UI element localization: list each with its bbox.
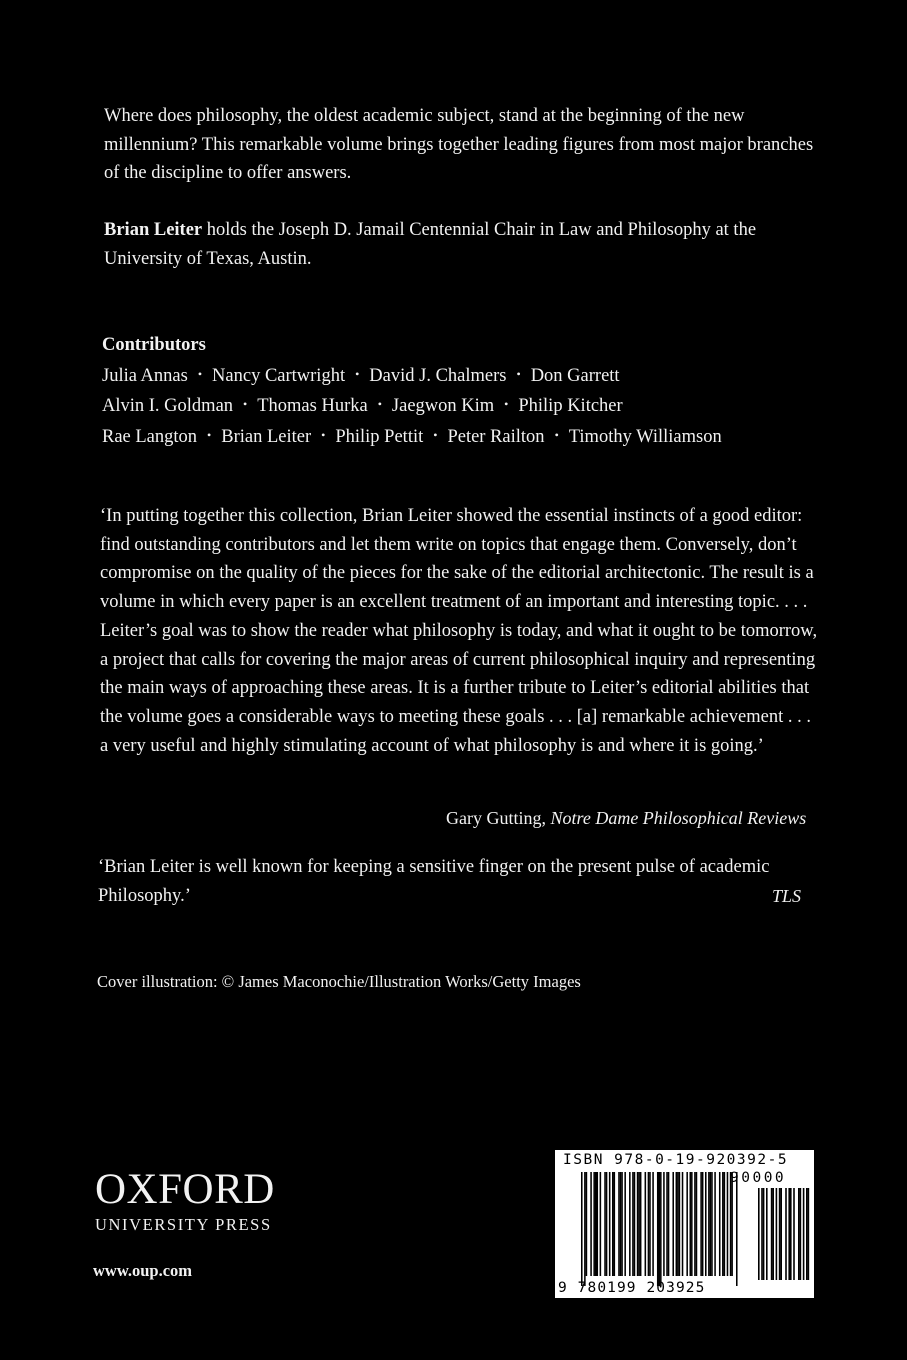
editor-bio [104, 216, 824, 273]
addon-bar [780, 1188, 782, 1280]
barcode-bar [581, 1172, 583, 1286]
barcode-bar [638, 1172, 640, 1276]
barcode-bar [609, 1172, 611, 1276]
separator-dot: • [197, 366, 203, 381]
contributor-name: Brian Leiter [221, 427, 312, 448]
publisher-subname: UNIVERSITY PRESS [95, 1215, 272, 1234]
addon-bar [798, 1188, 800, 1280]
addon-bar [808, 1188, 810, 1280]
contributor-name: David J. Chalmers [369, 365, 507, 386]
barcode-bar [621, 1172, 623, 1276]
addon-bar [761, 1188, 763, 1280]
contributor-name: Don Garrett [530, 365, 620, 386]
review-publication-1: Notre Dame Philosophical Reviews [550, 808, 807, 828]
publisher-name: OXFORD [95, 1166, 275, 1213]
barcode-bar [676, 1172, 678, 1276]
barcode-bar [736, 1172, 738, 1286]
addon-bar [763, 1188, 765, 1280]
barcode-bar [649, 1172, 651, 1276]
contributor-name: Rae Langton [102, 427, 198, 448]
barcode-bar [696, 1172, 698, 1276]
barcode-bar [632, 1172, 634, 1276]
barcode-bar [604, 1172, 606, 1276]
barcode-bar [702, 1172, 704, 1276]
publisher-url: www.oup.com [93, 1261, 193, 1280]
barcode-bar [711, 1172, 713, 1276]
barcode-bar [682, 1172, 684, 1276]
contributor-name: Alvin I. Goldman [102, 396, 234, 417]
barcode-bar [629, 1172, 631, 1276]
barcode-bar [719, 1172, 721, 1276]
barcode-bar [660, 1172, 662, 1286]
barcode-bar [730, 1172, 732, 1276]
barcode-bar [593, 1172, 595, 1276]
barcode-bar [634, 1172, 636, 1276]
barcode-bar [691, 1172, 693, 1276]
barcode-bar [595, 1172, 597, 1276]
addon-bar [785, 1188, 787, 1280]
book-blurb: Where does philosophy, the oldest academic subject, stand at the beginning of the new millennium? This remarkable volume brings together leading figures from most major branches of the discipline to offer answers. [104, 106, 814, 184]
addon-bar [779, 1188, 781, 1280]
barcode-bar [679, 1172, 681, 1276]
addon-bar [793, 1188, 795, 1280]
barcode-bar [724, 1172, 726, 1276]
addon-bar [776, 1188, 778, 1280]
editor-name: Brian Leiter [104, 220, 203, 240]
addon-bar [758, 1188, 760, 1280]
barcode-bar [705, 1172, 707, 1276]
barcode-bar [597, 1172, 599, 1276]
review-quote-2: ‘Brian Leiter is well known for keeping a sensitive finger on the present pulse of academic Philosophy.’ [98, 857, 770, 906]
barcode-bar [731, 1172, 733, 1276]
separator-dot: • [516, 366, 521, 381]
separator-dot: • [355, 366, 360, 381]
cover-credit: Cover illustration: © James Maconochie/Illustration Works/Getty Images [97, 972, 581, 991]
isbn-barcode [555, 1150, 814, 1298]
oxford-logo [95, 1168, 275, 1236]
barcode-bar [584, 1172, 586, 1286]
barcode-bar [659, 1172, 661, 1286]
separator-dot: • [554, 428, 559, 443]
price-code: 90000 [730, 1170, 787, 1186]
contributors-line [102, 360, 862, 391]
barcode-bar [648, 1172, 650, 1276]
barcode-bar [672, 1172, 674, 1276]
separator-dot: • [243, 397, 248, 412]
contributor-name: Thomas Hurka [257, 396, 368, 417]
contributor-name: Peter Railton [447, 427, 545, 448]
separator-dot: • [504, 397, 509, 412]
barcode-bar [600, 1172, 602, 1276]
barcode-bar [714, 1172, 716, 1276]
contributors-heading: Contributors [102, 335, 206, 355]
barcode-bar [618, 1172, 620, 1276]
separator-dot: • [433, 428, 438, 443]
barcode-bar [700, 1172, 702, 1276]
barcode-bar [640, 1172, 642, 1276]
review-quote-1: ‘In putting together this collection, Brian Leiter showed the essential instincts of a good editor: find outstanding contributors and let them write on topics that engage them. Conversely, don’t compromise on the quality of the pieces for the sake of the editorial architectonic. The result is a volume in which every paper is an excellent treatment of an important and interesting topic. . . . Leiter’s goal was to show the reader what philosophy is today, and what it ought to be tomorrow, a project that calls for covering the major areas of current philosophical inquiry and representing the main ways of approaching these areas. It is a further tribute to Leiter’s editorial abilities that the volume goes a considerable ways to meeting these goals . . . [a] remarkable achievement . . . a very useful and highly stimulating account of what philosophy is and where it is going.’ [100, 506, 818, 756]
review-attribution-1 [446, 806, 806, 830]
contributor-name: Timothy Williamson [568, 427, 722, 448]
contributors-line [102, 421, 862, 452]
editor-bio-text: holds the Joseph D. Jamail Centennial Chair in Law and Philosophy at the University of Texas, Austin. [104, 220, 757, 269]
addon-bar [800, 1188, 802, 1280]
addon-bar [790, 1188, 792, 1280]
barcode-bar [677, 1172, 679, 1276]
barcode-bar [722, 1172, 724, 1276]
barcode-bar [606, 1172, 608, 1276]
barcode-bar [686, 1172, 688, 1276]
barcode-bar [620, 1172, 622, 1276]
contributor-name: Philip Kitcher [518, 396, 623, 417]
barcode-bar [690, 1172, 692, 1276]
contributors-list [102, 360, 862, 452]
barcode-bar [657, 1172, 659, 1286]
barcode-bar [666, 1172, 668, 1276]
separator-dot: • [321, 428, 326, 443]
barcode-bar [645, 1172, 647, 1276]
addon-bar [806, 1188, 808, 1280]
barcode-bar [590, 1172, 592, 1276]
ean-digits: 9 780199 203925 [558, 1280, 706, 1296]
barcode-bar [663, 1172, 665, 1276]
barcode-bar [637, 1172, 639, 1276]
barcode-bar [586, 1172, 588, 1276]
addon-bar [766, 1188, 768, 1280]
barcode-bar [708, 1172, 710, 1276]
addon-bar [788, 1188, 790, 1280]
contributors-line [102, 390, 862, 421]
separator-dot: • [377, 397, 382, 412]
isbn-text: ISBN 978-0-19-920392-5 [563, 1152, 789, 1168]
barcode-bar [614, 1172, 616, 1276]
addon-bar [772, 1188, 774, 1280]
contributors-section [102, 331, 862, 452]
barcode-bar [624, 1172, 626, 1276]
addon-bar [803, 1188, 805, 1280]
contributor-name: Jaegwon Kim [391, 396, 495, 417]
barcode-bar [612, 1172, 614, 1276]
review-publication-2: TLS [772, 886, 802, 906]
separator-dot: • [207, 428, 212, 443]
review-author-1: Gary Gutting, [446, 808, 551, 828]
barcode-bar [652, 1172, 654, 1276]
barcode-bar [727, 1172, 729, 1276]
contributor-name: Philip Pettit [335, 427, 424, 448]
barcode-bar [694, 1172, 696, 1276]
contributor-name: Julia Annas [102, 365, 188, 386]
barcode-bar [710, 1172, 712, 1276]
addon-bar [771, 1188, 773, 1280]
contributor-name: Nancy Cartwright [212, 365, 346, 386]
barcode-bar [668, 1172, 670, 1276]
